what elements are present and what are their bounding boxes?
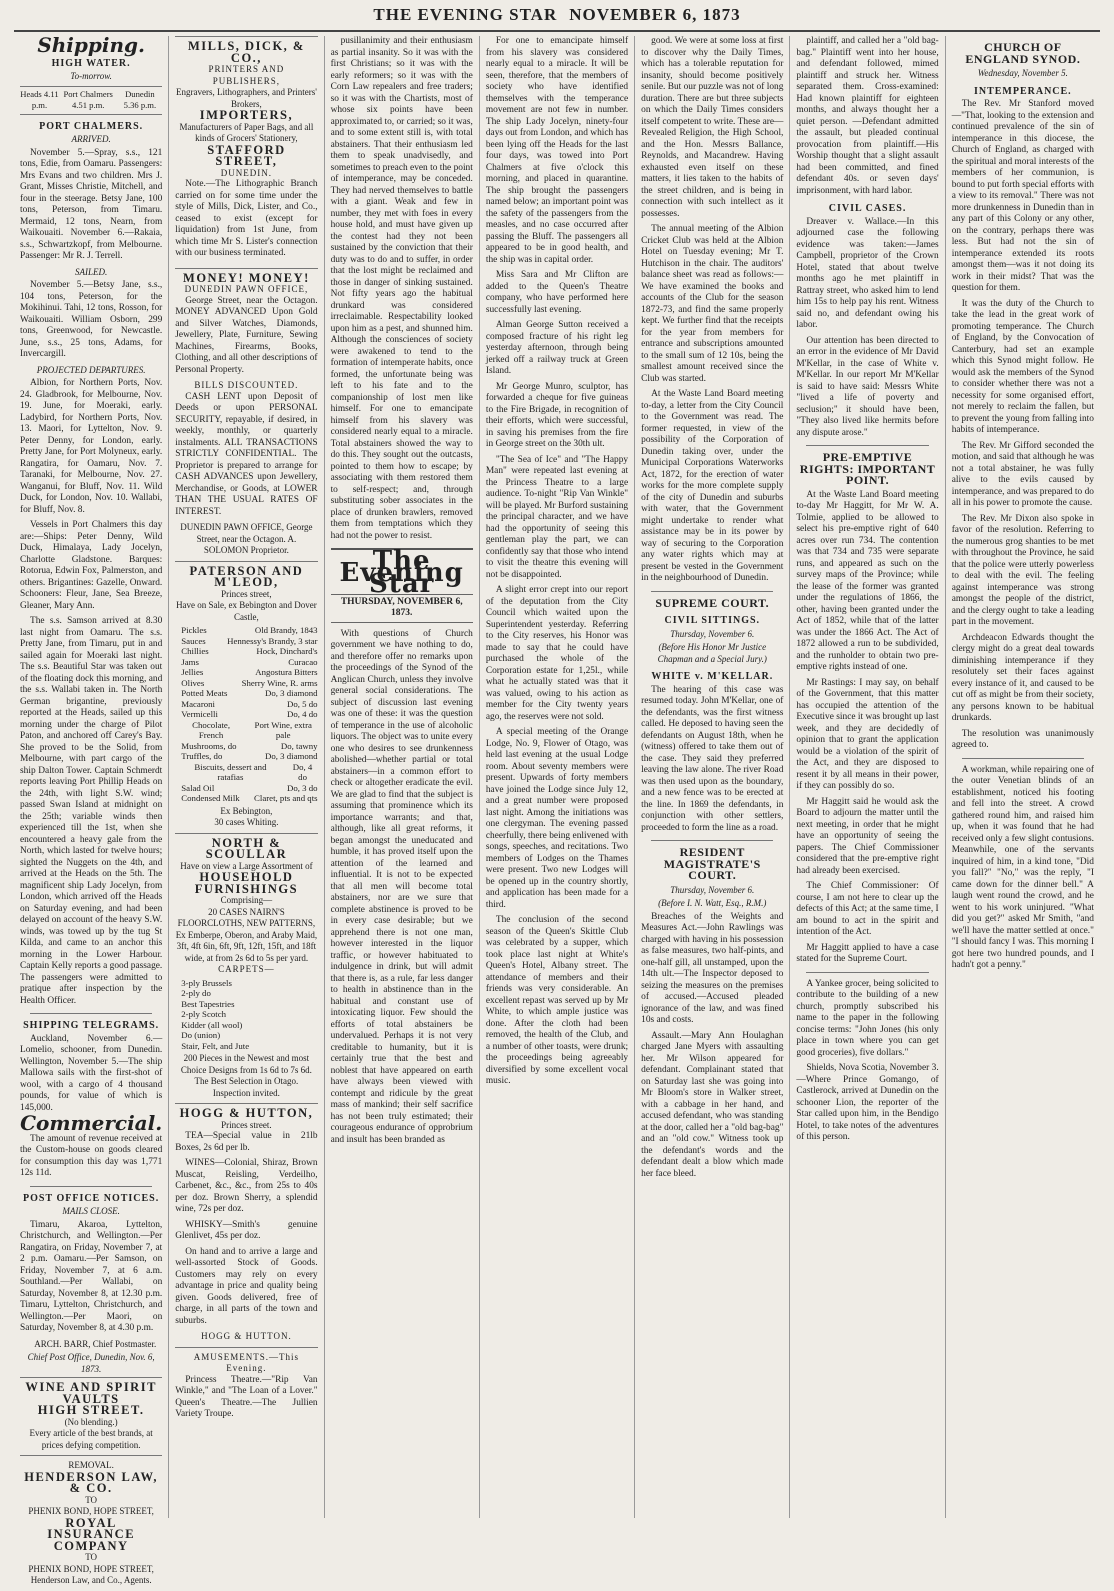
goods-item: Jams [181, 656, 199, 667]
news-item: Shields, Nova Scotia, November 3.—Where Prince Gomango, of Castlerock, arrived at Dunedin on the schooner Lion, the reporter of the Star called upon him, in the Bendigo Hotel, to take notes of the adventures of this person. [796, 1063, 939, 1142]
hl-addr: PHENIX BOND, HOPE STREET, [28, 1506, 154, 1516]
goods-row [181, 762, 317, 783]
synod-sub: INTEMPERANCE. [973, 85, 1072, 97]
divider [651, 840, 773, 841]
goods-item: Do, 4 do [287, 709, 318, 719]
arrived-text: November 5.—Spray, s.s., 121 tons, Edie, from Oamaru. Passengers: Mrs Evans and two children. Mrs J. Grant, Misses Christie, Mitchell, and four in the steerage. Betsy Jane, 100 tons, Peterson, from Timaru. Mermaid, 12 tons, Nearn, from Waikouaiti. November 6.—Rakaia, s.s., Schwartzkopf, from Melbourne. Passenger: Mr R. J. Terrell. [20, 147, 163, 261]
goods-item: Hock, Dinchard's [256, 646, 318, 656]
pawn-ad [175, 268, 317, 561]
carpet-best: The Best Selection in Otago. [194, 1076, 299, 1086]
tide-table [20, 86, 162, 115]
divider [806, 972, 928, 973]
news-item: At the Waste Land Board meeting to-day, a letter from the City Council to the Government was read. The former requested, in view of the possibility of the Corporation of Dunedin taking over, under the Municipal Corporations Waterworks Act, 1872, for the erection of water works for the more complete supply of the city of Dunedin and suburbs with water, that the Government might undertake to render what assistance may be in its power by way of securing to the Corporation any water rights which may at present be vested in the Government in the neighbourhood of Dunedin. [641, 389, 784, 583]
projected-text: Albion, for Northern Ports, Nov. 24. Gladbrook, for Melbourne, Nov. 19. June, for Moeraki, early. Ladybird, for Northern Ports, Nov. 13. Maori, for Lyttelton, Nov. 9. Peter Denny, for London, early. Pretty Jane, for Port Molyneux, early. Rangatira, for Oamaru, Nov. 7. Taranaki, for Melbourne, Nov. 27. Wanganui, for Bluff, Nov. 11. Wild Duck, for London, Nov. 10. Wallabi, for Bluff, Nov. 8. [20, 378, 163, 515]
bills-title: BILLS DISCOUNTED. [194, 380, 299, 390]
paper-logo: The Evening Star [339, 546, 464, 599]
goods-item: Truffles, do [181, 751, 223, 761]
pre-emptive-title: PRE-EMPTIVE RIGHTS: IMPORTANT POINT. [799, 450, 936, 487]
shipping-heading: Shipping. [37, 33, 145, 57]
goods-item: Chillies [181, 646, 209, 656]
royal-title: ROYAL INSURANCE COMPANY [47, 1515, 136, 1553]
hl-name: HENDERSON LAW, & CO. [24, 1469, 159, 1495]
column-advertisements [169, 36, 324, 1518]
supreme-court-title: SUPREME COURT. [655, 595, 770, 610]
civil-cases-title: CIVIL CASES. [828, 203, 907, 214]
commercial-heading: Commercial. [20, 1111, 163, 1135]
wine-sub: HIGH STREET. [37, 1403, 145, 1417]
goods-item: Chocolate, French [192, 719, 231, 740]
goods-item: Do, 3 do [287, 782, 318, 793]
mills-city: DUNEDIN. [220, 167, 273, 178]
news-item: Miss Sara and Mr Clifton are added to the Queen's Theatre company, who have performed here successfully last evening. [485, 270, 629, 315]
news-item: At the Waste Land Board meeting to-day Mr Haggitt, for Mr W. A. Tolmie, applied to be allowed to select his pre-emptive right of 640 acres over run 734. The contention was that 734 and 735 were separate runs, and appeared as such on the survey maps of the Province; while the lease of the former was granted under the regulations of 1866, the other, having been granted under the Act of 1852, while that of the latter was under the 1866 Act. The Act of 1872 allowed a run to be subdivided, and the runholder to obtain two pre-emptive rights instead of one. [796, 489, 939, 672]
pawn-title: DUNEDIN PAWN OFFICE, [184, 284, 309, 294]
money-title: MONEY! MONEY! [183, 270, 310, 285]
goods-item: Claret, pts and qts [254, 793, 318, 803]
telegrams-title: SHIPPING TELEGRAMS. [23, 1020, 160, 1031]
wine-title: WINE AND SPIRIT VAULTS [25, 1380, 157, 1406]
goods-item: Biscuits, dessert and ratafias [194, 761, 267, 782]
high-water-sub: To-morrow. [70, 71, 112, 81]
royal-to: TO [85, 1552, 98, 1562]
case-text: The hearing of this case was resumed today. John M'Kellar, one of the defendants, was the first witness called. He deposed to having seen the defendants on August 18th, when he (witness) offered to take them out of the case. They said they preferred leaving the law alone. The river Road was then used upon as the boundary, and a new fence was to be erected at the line. In 1869 the defendants, in conjunction with other settlers, proceeded to form the line as a road. [641, 684, 784, 833]
royal-addr: PHENIX BOND, HOPE STREET, [28, 1563, 154, 1574]
importers: IMPORTERS, [199, 108, 294, 122]
hl-to: TO [85, 1494, 98, 1505]
news-item: It was the duty of the Church to take the lead in the great work of promoting temperance. The Church of England, by the Convocation of Canterbury, had set an example which this Synod might follow. He would ask the members of the Synod to consider whether there was not a necessity for some organised effort, not merely to reclaim the fallen, but to prevent the young from falling into habits of intemperance. [951, 298, 1094, 435]
port-chalmers-title: PORT CHALMERS. [39, 120, 144, 132]
pm-ship: Ex Bebington, [220, 805, 273, 816]
news-item: A special meeting of the Orange Lodge, No. 9, Flower of Otago, was held last evening at the usual Lodge room. About seventy members were present. Upwards of forty members have joined the Lodge since July 12, and a great number were proposed last night. Among the initiations was one clergyman. The evening passed cheerfully, there being enlivened with songs, speeches, and recitations. Two members of Lodges on the Thames were present. Two new Lodges will be opened up in the country shortly, and application has been made for a third. [485, 727, 629, 910]
news-item: A Yankee grocer, being solicited to contribute to the building of a new church, promptly subscribed his name to the paper in the following concise terms: "John Jones (his only place in town where you can get good groceries), five dollars." [796, 978, 939, 1058]
goods-item: Sherry Wine, R. arms [241, 677, 318, 688]
carpets-title: CARPETS— [218, 964, 275, 974]
goods-row [181, 741, 317, 752]
masthead [14, 0, 1100, 32]
goods-item: Old Brandy, 1843 [254, 625, 318, 635]
carpet-item: Stair, Felt, and Jute [181, 1040, 250, 1051]
removal-ad [20, 1455, 162, 1591]
carpet-item: Kidder (all wool) [181, 1019, 243, 1030]
sailed-text: November 5.—Betsy Jane, s.s., 104 tons, Peterson, for the Mokihinui. Tahi, 12 tons, Rosson, for Waikouaiti. William Osborn, 299 tons, Greenwood, for Newcastle. June, s.s., 25 tons, Adams, for Invercargill. [20, 280, 163, 359]
north-scoullar-ad [175, 833, 317, 1104]
goods-item: Condensed Milk [181, 793, 240, 803]
hogg-hutton-ad [175, 1103, 317, 1347]
pm-whiting: 30 cases Whiting. [214, 817, 279, 827]
goods-row [181, 709, 317, 720]
goods-item: Hennessy's Brandy, 3 star [227, 635, 318, 646]
goods-row [181, 625, 317, 636]
wine-text: Every article of the best brands, at prices defying competition. [29, 1428, 153, 1450]
goods-row [181, 667, 317, 678]
news-item: For one to emancipate himself from his slavery was considered nearly equal to a miracle. It will be seen, therefore, that the members of society who have identified themselves with the temperance movement are not few in number. The ship Lady Jocelyn, ninety-four days out from London, and which has been lying off the Heads for the last four days, was towed into Port Chalmers at five o'clock this morning, and placed in quarantine. The ship brought the passengers named below; an important point was the safety of the passengers from the measles, and no case occurred after passing the Bluff. The passengers all appeared to be in good health, and the ship was in capital order. [485, 36, 629, 265]
masthead-date: NOVEMBER 6, 1873 [569, 5, 741, 24]
divider [30, 1013, 152, 1014]
pm-text: Have on Sale, ex Bebington and Dover Castle, [176, 600, 317, 622]
mills-ad [175, 36, 317, 268]
post-text: Timaru, Akaroa, Lyttelton, Christchurch, and Wellington.—Per Rangatira, on Friday, November 7, at 2 p.m. Oamaru.—Per Samson, on Friday, November 7, at 6 a.m. Southland.—Per Wallabi, on Saturday, November 8, at 12.30 p.m. Timaru, Lyttelton, Christchurch, and Wellington.—Per Maori, on Saturday, November 8, at 4.30 p.m. [20, 1219, 163, 1333]
news-item: The Rev. Mr Stanford moved—"That, looking to the extension and continued prevalence of the sin of intemperance in this diocese, the Church of England, as charged with the spiritual and moral interests of the members of her communion, is bound to put forth special efforts with a view to its removal." There was not more drunkenness in Dunedin than in any part of this Colony or any other, on the contrary, perhaps there was less. But had not the sin of intemperance extended its roots amongst them—was it not doing its work in their midst? That was the question for them. [951, 99, 1094, 293]
goods-row [181, 657, 317, 668]
carpet-item: Do (union) [181, 1030, 221, 1040]
rm-text: Assault.—Mary Ann Houlaghan charged Jane Myers with assaulting her. Mr Wilson appeared for defendant. Complainant stated that on Saturday last she was going into Mr Bloom's store in Walker street, with a cabbage in her hand, and accused defendant, who was standing at the door, called her a "old bag-bag" and an "old cow." Witness took up the defendant's words and the defendant dealt a blow which made her face bleed. [641, 1030, 784, 1179]
pawn-text: George Street, near the Octagon. MONEY ADVANCED Upon Gold and Silver Watches, Diamonds, Jewellery, Plate, Furniture, Sewing Machines, Firearms, Books, Clothing, and all other descriptions of Personal Property. [175, 295, 318, 375]
news-item: Our attention has been directed to an error in the evidence of Mr David M'Kellar, in the case of White v. M'Kellar. In our report Mr M'Kellar is said to have said: Messrs White "lived a life of poverty and seclusion;" it should have been, "They also lived like hermits before any dispute arose." [796, 335, 939, 438]
amusements [175, 1347, 317, 1429]
goods-row [181, 688, 317, 699]
news-item: Mr Haggitt applied to have a case stated for the Supreme Court. [796, 942, 939, 964]
hf-sizes: 3ft, 4ft 6in, 6ft, 9ft, 12ft, 15ft, and 18ft wide, at from 2s 6d to 5s per yard. [176, 941, 317, 963]
tide-port: Port Chalmers 4.51 p.m. [63, 88, 113, 110]
inspection: Inspection invited. [212, 1087, 280, 1098]
paterson-ad [175, 561, 317, 833]
divider [962, 758, 1084, 759]
news-item: The resolution was unanimously agreed to. [951, 728, 1094, 750]
tide-dunedin: Dunedin 5.36 p.m. [123, 88, 157, 110]
news-item: good. We were at some loss at first to discover why the Daily Times, which has a tolerable reputation for insanity, should become positively senile. But our puzzle was not of long duration. There are but three subjects on which the Daily Times considers itself competent to write. These are—Revealed Religion, the High School, and the Hon. Messrs Ballance, Reynolds, and Macandrew. Having exhausted even itself on these matters, it lies taken to the habits of the street children, and is being in connection with such intellect as it possesses. [641, 36, 784, 219]
mills-note: Note.—The Lithographic Branch carried on for some time under the style of Mills, Dick, Lister, and Co., ceased to exist (except for liquidation) from 1st June, from which time Mr S. Lister's connection with our business terminated. [175, 179, 318, 258]
news-item: Mr Rastings: I may say, on behalf of the Government, that this matter has occupied the attention of the Executive since it was brought up last week, and they are decidedly of opinion that to grant the application would be a violation of the spirit of the Act, and they are disposed to resent it by all means in their power, if they can possibly do so. [796, 677, 939, 791]
news-item: The annual meeting of the Albion Cricket Club was held at the Albion Hotel on Tuesday evening; Mr T. Hutchison in the chair. The auditors' balance sheet was read as follows:—We have examined the books and accounts of the Club for the season 1872-73, and find the same properly kept. We further find that the receipts for the year from members for entrance and subscriptions amounted to the small sum of 12 10s, being the smallest amount received since the Club was started. [641, 224, 784, 384]
carpet-note: 200 Pieces in the Newest and most Choice Designs from 1s 6d to 7s 6d. [180, 1053, 312, 1075]
goods-item: Do, 4 do [292, 761, 313, 782]
pawn-sig: DUNEDIN PAWN OFFICE, George Street, near the Octagon. A. SOLOMON Proprietor. [180, 522, 313, 555]
news-item: A slight error crept into our report of the deputation from the City Council which waited upon the Superintendent yesterday. Referring to the City reserves, his Honor was made to say that he could have purchased the whole of the Corporation estate for 1,25l., while what he actually stated was that it was valued, owing to his action as member for the City twenty years ago, the reserves were not sold. [485, 585, 629, 722]
post-signature: ARCH. BARR, Chief Postmaster. [34, 1338, 157, 1349]
high-water-title: HIGH WATER. [51, 57, 131, 69]
column-court-continued [790, 36, 945, 1518]
news-item: The Rev. Mr Dixon also spoke in favor of the resolution. Referring to the numerous grog shanties to be met with throughout the Province, he said that the police were utterly powerless to deal with the evil. The feeling against intemperance was strong amongst the people of the district, and the clergy ought to take a leading part in the movement. [951, 513, 1094, 627]
goods-item: Do, tawny [280, 740, 318, 751]
leader-text: With questions of Church government we have nothing to do, and therefore offer no remarks upon the proceedings of the Synod of the Anglican Church, unless they involve general social considerations. The subject of discussion last evening was one of these: it was the question of temperance in the use of alcoholic liquors. The object was to unite every one who desires to see drunkenness abolished—whether partial or total abstainers—in a common effort to check or altogether eradicate the evil. We are glad to find that the subject is assuming that prominence which its importance warrants; and that, although, like all great reforms, it began amongst the uneducated and humble, it has proved itself upon the attention of the learned and influential. It is not to be expected that all men will become total abstainers, nor are we sure that complete abstinence is proved to be in every case desirable; but we apprehend there is not one man, however interested in the liquor traffic, or however habituated to indulgence in drink, but will admit that there is, as a rule, far less danger to health in abstinence than in the habitual and constant use of intoxicating liquor. Few should the efforts of total abstainers be undervalued. Perhaps it is not very creditable to humanity, but it is certainly true that the best and noblest that have appeared on earth have always been viewed with contempt and ridicule by the great mass of mankind; their self sacrifice has not been truly estimated; their courageous endurance of opprobrium and insult has been branded as [330, 628, 473, 1145]
hh-street: Princes street. [221, 1119, 272, 1130]
ns-title: NORTH & SCOULLAR [205, 835, 288, 861]
synod-date: Wednesday, November 5. [977, 68, 1068, 78]
post-place: Chief Post Office, Dunedin, Nov. 6, 1873. [27, 1352, 155, 1374]
mills-title: MILLS, DICK, & CO., [188, 39, 305, 65]
civil-sittings-title: CIVIL SITTINGS. [664, 615, 761, 626]
tide-heads: Heads 4.11 p.m. [20, 88, 59, 110]
news-item: A workman, while repairing one of the outer Venetian blinds of an establishment, noticed his footing and fell into the street. A crowd gathered round him, and raised him up, when it was found that he had received only a few slight contusions. Meanwhile, one of the servants inquired of him, in a kind tone, "Did you fall?" "No," was the reply, "I came down for the dinner bell." A laugh went round the crowd, and he went to his work uninjured. "What did you get?" asked Mr Smith, "and we'll have the matter settled at once." "I should fancy I was. This morning I got here two hundred pounds, and I hadn't got a penny." [951, 764, 1094, 970]
hf-title: HOUSEHOLD FURNISHINGS [194, 870, 299, 896]
goods-row [181, 636, 317, 647]
goods-item: Sauces [181, 635, 206, 646]
goods-item: Pickles [181, 625, 207, 635]
civil-sittings-judge: (Before His Honor Mr Justice Chapman and a Special Jury.) [657, 642, 767, 664]
carpet-list [181, 978, 317, 1052]
divider [651, 591, 773, 592]
hf-text: Comprising— [220, 895, 273, 905]
carpet-item: 2-ply Scotch [181, 1009, 226, 1019]
divider [30, 1186, 152, 1187]
goods-item: Do, 3 diamond [265, 688, 318, 698]
royal-agents: Henderson Law, and Co., Agents. [30, 1575, 152, 1585]
rm-text: Breaches of the Weights and Measures Act.—John Rawlings was charged with having in his possession as false measures, two half-pints, and one-half gill, all unstamped, upon the 14th ult.—The Inspector deposed to seizing the measures on the premises of accused.—Accused pleaded ignorance of the law, and was fined 10s and costs. [641, 911, 784, 1025]
hh-tea: TEA—Special value in 21lb Boxes, 2s 6d per lb. [175, 1131, 318, 1153]
projected-title: PROJECTED DEPARTURES. [36, 364, 146, 375]
goods-item: Curacao [288, 656, 318, 667]
sailed-title: SAILED. [75, 266, 108, 277]
column-shipping [14, 33, 169, 1585]
bills-text: CASH LENT upon Deposit of Deeds or upon PERSONAL SECURITY, repayable, if desired, in weekly, monthly, or quarterly instalments. ALL TRANSACTIONS STRICTLY CONFIDENTIAL. The Proprietor is prepared to arrange for CASH ADVANCES upon Jewellery, Merchandise, or Goods, at LOWER THAN THE USUAL RATES OF INTEREST. [175, 391, 318, 517]
goods-row [181, 699, 317, 710]
news-item: The Chief Commissioner: Of course, I am not here to clear up the defects of this Act; at the same time, I am bound to act in the spirit and intention of the Act. [796, 881, 939, 937]
column-leader [325, 36, 480, 1518]
columns [14, 33, 1100, 1585]
mills-sub2: Engravers, Lithographers, and Printers' Brokers, [176, 87, 317, 109]
hh-sig: HOGG & HUTTON. [201, 1331, 292, 1341]
case-title: WHITE v. M'KELLAR. [651, 671, 774, 682]
leader-continued: pusillanimity and their enthusiasm as partial insanity. So it was with the first Christians; so it was with the early reformers; so it was with the Corn Law repealers and free traders; so it was with the Chartists, most of whose six points have been approximated to, or carried; so it was, and to some extent still is, with total abstainers. That their enthusiasm led them to speak unadvisedly, and sometimes to preach even to the point of intemperance, may be conceded. They had nerved themselves to battle with a giant. Weak and few in number, they met with foes in every house hold, and must have given up the contest had they not been sustained by the conviction that their duty was to do and to suffer, in order that the lost might be reclaimed and those in danger of sinking sustained. Not fifty years ago the habitual drunkard was considered irreclaimable. Respectability looked upon him as a pest, and shunned him. Although the consciences of society were awakened to tend to the formation of intemperate habits, once formed, the unfortunate being was left to his fate and to the companionship of lost men like himself. For one to emancipate himself from his slavery was considered nearly equal to a miracle. Total abstainers showed the way to do this. They sought out the outcasts, pointed to them how to escape; by associating with them restored them to self-respect; and, through substituting sober associates in the place of drunken brawlers, removed them from temptations which they had not the power to resist. [330, 36, 473, 541]
goods-row [181, 646, 317, 657]
dateline: THURSDAY, NOVEMBER 6, 1873. [331, 594, 473, 623]
goods-item: Mushrooms, do [181, 740, 237, 751]
mails-close: MAILS CLOSE. [62, 1206, 120, 1216]
news-item: "The Sea of Ice" and "The Happy Man" were repeated last evening at the Princess Theatre to a large audience. To-night "Rip Van Winkle" will be played. Mr Burford sustaining the principal character, and we have had the opportunity of seeing this gentleman play the part, we can confidently say that those who intend to visit the theatre this evening will not be disappointed. [485, 454, 629, 580]
wine-note: (No blending.) [64, 1416, 118, 1427]
rm-date: Thursday, November 6. [670, 884, 755, 895]
hh-title: HOGG & HUTTON, [179, 1106, 314, 1120]
news-item: The conclusion of the second season of the Queen's Skittle Club was celebrated by a supper, which took place last night at White's Queen's Hotel, Albany street. The attendance of members and their friends was very considerable. An excellent repast was served up by Mr White, to which ample justice was done. After the cloth had been removed, the health of the Club, and a number of other toasts, were drunk; the proceedings being agreeably diversified by some excellent vocal music. [485, 915, 629, 1086]
goods-row [181, 678, 317, 689]
pm-title: PATERSON AND M'LEOD, [189, 563, 304, 589]
goods-row [181, 720, 317, 741]
carpet-item: Best Tapestries [181, 998, 235, 1009]
shipping-news: The s.s. Samson arrived at 8.30 last night from Oamaru. The s.s. Pretty Jane, from Timaru, put in and sailed again for Moeraki last night. The s.s. Beautiful Star was taken out of the floating dock this morning, and the s.s. Wallabi taken in. The North German brigantine, previously reported at the Heads, sailed up this morning under the charge of Pilot Paton, and anchored off Carey's Bay. She proved to be the Solid, from Melbourne, with part cargo of the ship Dalton Tower. Captain Schmerdt reports leaving Port Phillip Heads on the 24th, with light S.W. wind; passed Swan Island at midnight on the 25th; variable winds then experienced till the 1st, when she encountered a heavy gale from the North, which lasted for twelve hours; sighted the Nuggets on the 4th, and arrived at the Heads on the 5th. The magnificent ship Lady Jocelyn, from London, which arrived off the Heads on Saturday evening, and had been delayed on account of the heavy S.W. winds, was towed up by the tug St Kilda, and came to an anchor this morning in the Lower Harbour. Captain Kelly reports a good passage. The passengers were admitted to pratique after inspection by the Health Officer. [20, 616, 163, 1006]
news-item: Archdeacon Edwards thought the clergy might do a great deal towards diminishing intemperance if they resolutely set their faces against every instance of it, and caused to be cut off as might be from their society, any persons known to be habitual drunkards. [951, 632, 1094, 723]
removal-title: REMOVAL. [68, 1460, 114, 1470]
commercial-text: The amount of revenue received at the Custom-house on goods cleared for consumption this day was 1,771 12s 11d. [20, 1133, 163, 1178]
carpet-item: 3-ply Brussels [181, 977, 232, 988]
telegrams-text: Auckland, November 6.—Lomelio, schooner, from Dunedin. Wellington, November 5.—The ship Mallowa sails with the first-shot of wool, with a cargo of 4 thousand pounds, for value of which is 145,000. [20, 1033, 163, 1113]
goods-item: Angostura Bitters [255, 667, 318, 677]
mills-text: Manufacturers of Paper Bags, and all kinds of Grocers' Stationery, [179, 121, 314, 143]
goods-row [181, 793, 317, 804]
pm-goods-list [181, 625, 317, 804]
goods-row [181, 751, 317, 762]
synod-heading: CHURCH OF ENGLAND SYNOD. [965, 40, 1081, 66]
news-item: Alman George Sutton received a composed fracture of his right leg yesterday afternoon, through being jerked off a railway truck at Green Island. [485, 320, 629, 376]
news-item: plaintiff, and called her a "old bag-bag." Plaintiff went into her house, and defendant followed, mimed plaintiff and struck her. Witness separated them. Cross-examined: Had known plaintiff for eighteen months, and always thought her a quiet person. —Defendant admitted the assault, but pleaded continual provocation from plaintiff.—His Worship thought that a slight assault had been committed, and fined defendant 40s. or seven days' imprisonment, with hard labor. [796, 36, 939, 196]
pm-street: Princes street, [221, 588, 272, 599]
goods-row [181, 783, 317, 794]
ns-text: Have on view a Large Assortment of [180, 860, 313, 871]
civil-sittings-date: Thursday, November 6. [670, 628, 755, 639]
hh-whisky: WHISKY—Smith's genuine Glenlivet, 45s per doz. [175, 1219, 318, 1241]
goods-item: Jellies [181, 667, 204, 677]
rm-court-title: RESIDENT MAGISTRATE'S COURT. [663, 845, 761, 882]
masthead-title: THE EVENING STAR [373, 5, 558, 24]
goods-item: Do, 5 do [287, 698, 318, 709]
amuse-text: Princess Theatre.—"Rip Van Winkle," and "The Loan of a Lover." Queen's Theatre.—The Jullien Variety Troupe. [175, 1374, 318, 1419]
goods-item: Olives [181, 677, 205, 688]
arrived-title: ARRIVED. [71, 134, 111, 144]
news-item: Dreaver v. Wallace.—In this adjourned case the following evidence was taken:—James Campbell, proprietor of the Crown Hotel, stated that about twelve months ago he met plaintiff in Rattray street, who asked him to lend him 15s to help pay his rent. Witness said no, and defendant owing his labor. [796, 216, 939, 330]
goods-item: Port Wine, extra pale [254, 719, 312, 740]
column-synod [946, 36, 1100, 1518]
hf-cases: 20 CASES NAIRN'S FLOORCLOTHS, NEW PATTERNS, [177, 906, 316, 928]
post-office-title: POST OFFICE NOTICES. [23, 1192, 160, 1204]
goods-item: Potted Meats [181, 688, 228, 698]
mills-street: STAFFORD STREET, [207, 142, 286, 168]
goods-item: Salad Oil [181, 782, 215, 793]
goods-item: Do, 3 diamond [265, 751, 318, 761]
hf-ships: Ex Emberpe, Oberon, and Araby Maid, [175, 929, 318, 940]
wine-ad [20, 1377, 162, 1455]
carpet-item: 2-ply do [181, 988, 211, 998]
hh-wines: WINES—Colonial, Shiraz, Brown Muscat, Reisling, Verdeilho, Carbenet, &c., &c., from 25s to 40s per doz. Brown Sherry, a splendid wine, 72s per doz. [175, 1158, 318, 1214]
news-item: Mr Haggitt said he would ask the Board to adjourn the matter until the next meeting, in order that he might have an opportunity of seeing the papers. The Chief Commissioner considered that the pre-emptive right had already been exercised. [796, 796, 939, 876]
hh-text: On hand and to arrive a large and well-assorted Stock of Goods. Customers may rely on every advantage in price and quality being given. Goods delivered, free of charge, in all parts of the town and suburbs. [175, 1246, 318, 1326]
divider [806, 445, 928, 446]
column-court [635, 36, 790, 1518]
amuse-title: AMUSEMENTS.—This Evening. [193, 1351, 300, 1373]
vessels-text: Vessels in Port Chalmers this day are:—Ships: Peter Denny, Wild Duck, Himalaya, Lady Jocelyn, Charlotte Gladstone. Barques: Rotorua, Edwin Fox, Palmerston, and others. Brigantines: Gazelle, Onward. Schooners: Fleur, Jane, Sea Breeze, Gleaner, Mary Ann. [20, 520, 163, 611]
column-local-news [480, 36, 635, 1518]
goods-item: Macaroni [181, 698, 215, 709]
rm-judge: (Before I. N. Watt, Esq., R.M.) [658, 898, 767, 908]
news-item: The Rev. Mr Gifford seconded the motion, and said that although he was not a total abstainer, he was fully alive to the evils caused by intemperance, and was prepared to do all in his power to promote the cause. [951, 440, 1094, 508]
goods-item: Vermicelli [181, 709, 218, 719]
news-item: Mr George Munro, sculptor, has forwarded a cheque for five guineas to the Fire Brigade, in recognition of their efforts, which were successful, in saving his premises from the fire in George street on the 30th ult. [485, 381, 629, 449]
mills-sub: PRINTERS AND PUBLISHERS, [208, 64, 285, 86]
